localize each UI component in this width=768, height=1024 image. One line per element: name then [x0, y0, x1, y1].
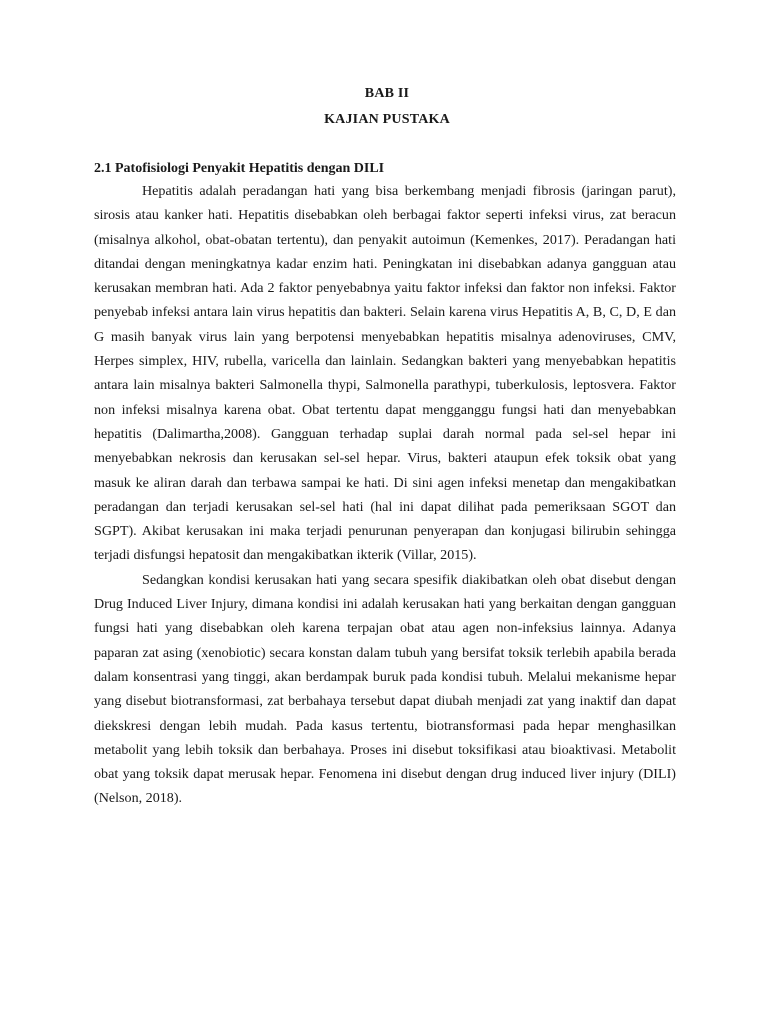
paragraph-1: Hepatitis adalah peradangan hati yang bisa berkembang menjadi fibrosis (jaringan parut), sirosis atau kanker hati. Hepatitis disebabkan oleh berbagai faktor seperti infeksi virus, zat beracun (misalnya alkohol, obat-obatan tertentu), dan penyakit autoimun (Kemenkes, 2017). Peradangan hati ditandai dengan meningkatnya kadar enzim hati. Peningkatan ini disebabkan adanya gangguan atau kerusakan membran hati. Ada 2 faktor penyebabnya yaitu faktor infeksi dan faktor non infeksi. Faktor penyebab infeksi antara lain virus hepatitis dan bakteri. Selain karena virus Hepatitis A, B, C, D, E dan G masih banyak virus lain yang berpotensi menyebabkan hepatitis misalnya adenoviruses, CMV, Herpes simplex, HIV, rubella, varicella dan lainlain. Sedangkan bakteri yang menyebabkan hepatitis antara lain misalnya bakteri Salmonella thypi, Salmonella parathypi, tuberkulosis, leptosvera. Faktor non infeksi misalnya karena obat. Obat tertentu dapat mengganggu fungsi hati dan menyebabkan hepatitis (Dalimartha,2008). Gangguan terhadap suplai darah normal pada sel-sel hepar ini menyebabkan nekrosis dan kerusakan sel-sel hepar. Virus, bakteri ataupun efek toksik obat yang masuk ke aliran darah dan terbawa sampai ke hati. Di sini agen infeksi menetap dan mengakibatkan peradangan dan terjadi kerusakan sel-sel hati (hal ini dapat dilihat pada pemeriksaan SGOT dan SGPT). Akibat kerusakan ini maka terjadi penurunan penyerapan dan konjugasi bilirubin sehingga terjadi disfungsi hepatosit dan mengakibatkan ikterik (Villar, 2015). — [94, 183, 676, 564]
document-body — [94, 179, 676, 811]
section-heading: 2.1 Patofisiologi Penyakit Hepatitis dengan DILI — [94, 161, 385, 176]
chapter-title: KAJIAN PUSTAKA — [324, 112, 450, 127]
paragraph-2: Sedangkan kondisi kerusakan hati yang secara spesifik diakibatkan oleh obat disebut dengan Drug Induced Liver Injury, dimana kondisi ini adalah kerusakan hati yang berkaitan dengan gangguan fungsi hati yang disebabkan oleh karena terpajan obat atau agen non-infeksius lainnya. Adanya paparan zat asing (xenobiotic) secara konstan dalam tubuh yang bersifat toksik terlebih apabila berada dalam konsentrasi yang tinggi, akan berdampak buruk pada kondisi tubuh. Melalui mekanisme hepar yang disebut biotransformasi, zat berbahaya tersebut dapat diubah menjadi zat yang inaktif dan dapat diekskresi dengan lebih mudah. Pada kasus tertentu, biotransformasi pada hepar menghasilkan metabolit yang lebih toksik dan berbahaya. Proses ini disebut toksifikasi atau bioaktivasi. Metabolit obat yang toksik dapat merusak hepar. Fenomena ini disebut dengan drug induced liver injury (DILI) (Nelson, 2018). — [94, 571, 676, 807]
chapter-number: BAB II — [364, 86, 410, 101]
